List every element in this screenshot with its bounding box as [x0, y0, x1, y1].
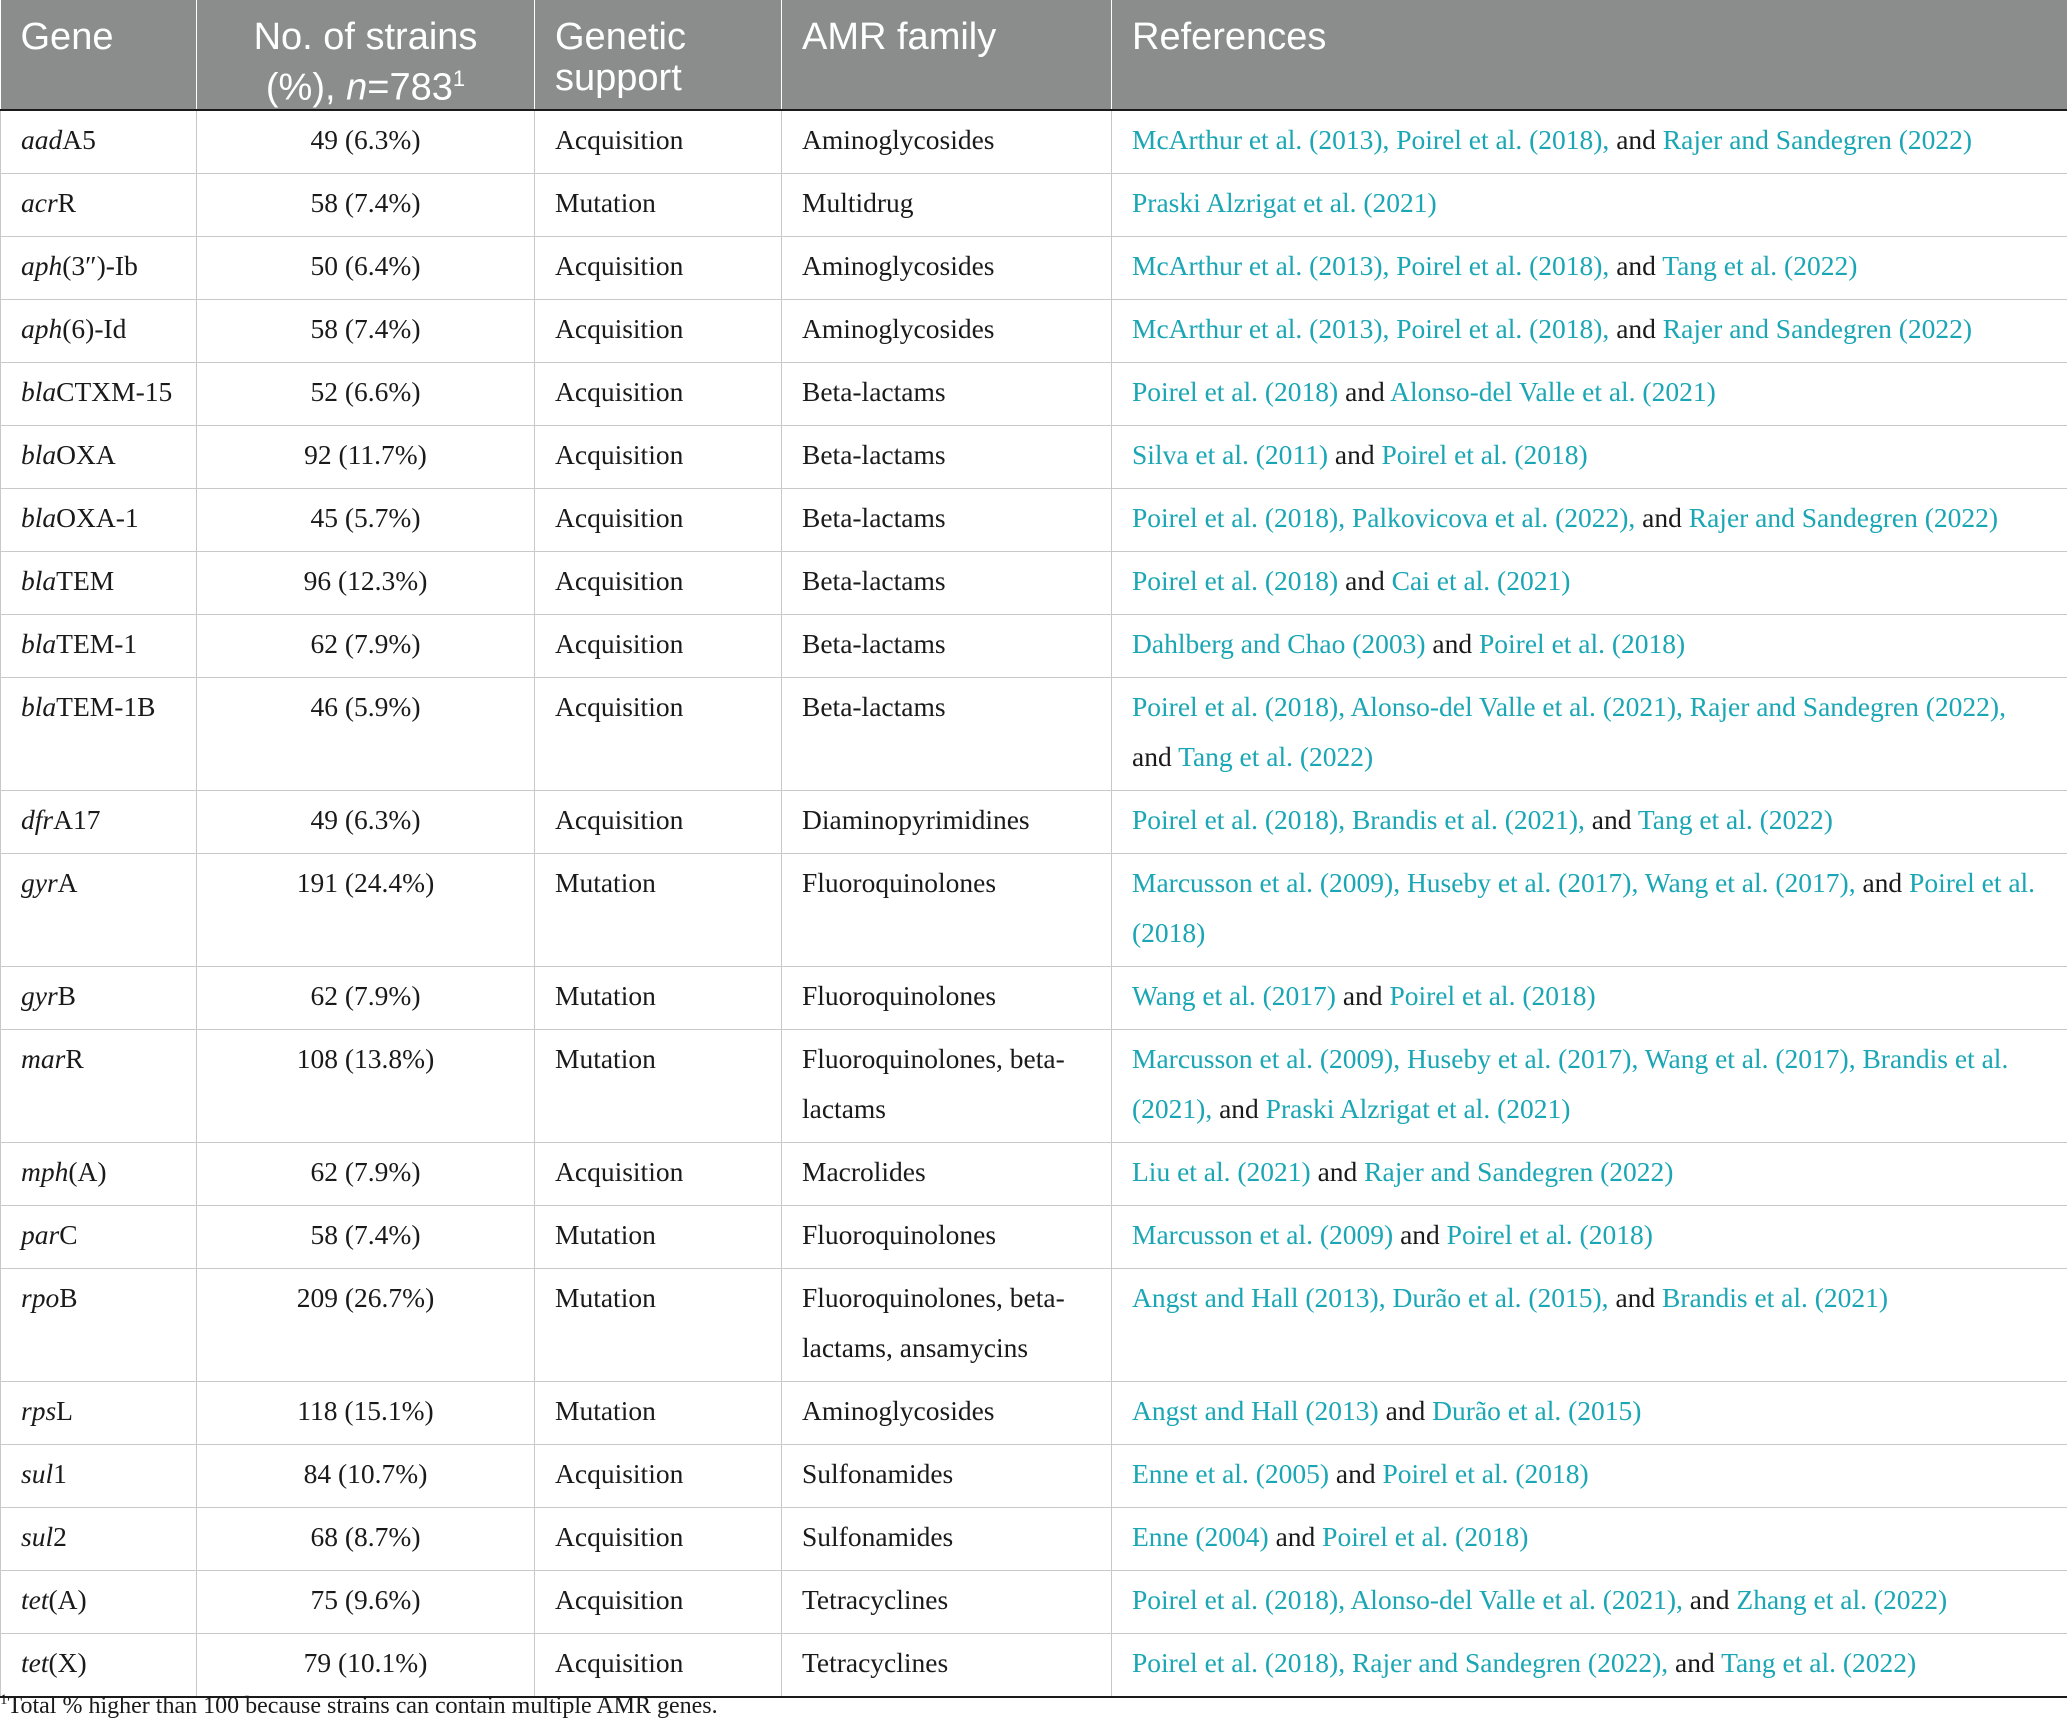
reference-link[interactable]: Alonso-del Valle et al. (2021), — [1350, 1583, 1683, 1615]
gene-name-italic: aph — [21, 249, 63, 281]
genetic-support-cell: Acquisition — [535, 362, 782, 425]
reference-link[interactable]: Durão et al. (2015), — [1392, 1281, 1609, 1313]
header-strains-n: n — [346, 66, 368, 109]
references-cell — [1112, 425, 2067, 488]
amr-family-cell: Macrolides — [782, 1142, 1112, 1205]
gene-name-suffix: C — [59, 1218, 78, 1250]
strain-count-cell: 62 (7.9%) — [197, 1142, 535, 1205]
reference-link[interactable]: , — [1382, 249, 1397, 281]
gene-name-italic: mar — [21, 1042, 66, 1074]
header-support-line2: support — [555, 57, 682, 99]
reference-link[interactable]: Poirel et al. (2018) — [1132, 690, 1339, 722]
gene-cell — [1, 362, 197, 425]
references-cell — [1112, 853, 2067, 966]
reference-connector: and — [1310, 1155, 1365, 1187]
reference-link[interactable]: , — [1338, 1583, 1351, 1615]
amr-family-cell: Beta-lactams — [782, 488, 1112, 551]
gene-name-italic: sul — [21, 1457, 54, 1489]
table-row — [1, 362, 2067, 425]
table-row — [1, 110, 2067, 174]
table-row — [1, 1029, 2067, 1142]
gene-name-italic: bla — [21, 564, 57, 596]
amr-family-cell: Tetracyclines — [782, 1633, 1112, 1697]
gene-name-italic: acr — [21, 186, 58, 218]
references-cell — [1112, 362, 2067, 425]
reference-link[interactable]: , — [1382, 123, 1397, 155]
header-strains-line2a: (%), — [265, 66, 347, 109]
references-cell — [1112, 1381, 2067, 1444]
gene-name-suffix: R — [65, 1042, 84, 1074]
amr-family-cell: Aminoglycosides — [782, 1381, 1112, 1444]
strain-count-cell: 45 (5.7%) — [197, 488, 535, 551]
reference-link[interactable]: Enne (2004) — [1132, 1520, 1269, 1552]
gene-name-suffix: A5 — [62, 123, 96, 155]
amr-family-cell: Aminoglycosides — [782, 110, 1112, 174]
strain-count-cell: 84 (10.7%) — [197, 1444, 535, 1507]
gene-name-suffix: TEM — [56, 564, 115, 596]
reference-link[interactable]: Dahlberg and Chao (2003) — [1132, 627, 1426, 659]
reference-connector: and — [1393, 1218, 1447, 1250]
reference-connector: and — [1329, 1457, 1383, 1489]
amr-family-cell: Sulfonamides — [782, 1444, 1112, 1507]
gene-cell — [1, 425, 197, 488]
reference-connector: and — [1335, 979, 1390, 1011]
gene-name-suffix: A — [57, 866, 78, 898]
reference-link[interactable]: , — [1378, 1281, 1393, 1313]
gene-name-suffix: A17 — [53, 803, 101, 835]
reference-connector: and — [1268, 1520, 1323, 1552]
reference-link[interactable]: Brandis et al. (2021), — [1351, 803, 1585, 835]
reference-link[interactable]: Poirel et al. (2018) — [1479, 627, 1686, 659]
gene-cell — [1, 1381, 197, 1444]
references-cell — [1112, 1029, 2067, 1142]
strain-count-cell: 58 (7.4%) — [197, 1205, 535, 1268]
gene-name-italic: aph — [21, 312, 63, 344]
strain-count-cell: 49 (6.3%) — [197, 790, 535, 853]
gene-cell — [1, 173, 197, 236]
reference-link[interactable]: Poirel et al. (2018), — [1396, 312, 1610, 344]
reference-connector: and — [1682, 1583, 1737, 1615]
gene-name-suffix: TEM-1B — [56, 690, 156, 722]
reference-connector: and — [1609, 312, 1663, 344]
reference-link[interactable]: Angst and Hall (2013) — [1132, 1281, 1379, 1313]
reference-link[interactable]: Silva et al. (2011) — [1132, 438, 1329, 470]
references-cell — [1112, 299, 2067, 362]
gene-cell — [1, 299, 197, 362]
reference-link[interactable]: Tang et al. (2022) — [1637, 803, 1833, 835]
reference-link[interactable]: Brandis et al. (2021), — [1132, 1042, 2009, 1124]
amr-family-cell: Fluoroquinolones, beta-lactams, ansamycins — [782, 1268, 1112, 1381]
table-row — [1, 614, 2067, 677]
reference-link[interactable]: Palkovicova et al. (2022), — [1351, 501, 1636, 533]
table-row — [1, 1570, 2067, 1633]
reference-link[interactable]: Brandis et al. (2021) — [1662, 1281, 1889, 1313]
strain-count-cell: 62 (7.9%) — [197, 614, 535, 677]
table-row — [1, 551, 2067, 614]
header-strains-footnote-mark: 1 — [452, 66, 466, 91]
header-amr-family: AMR family — [782, 0, 1112, 110]
table-row — [1, 1381, 2067, 1444]
references-cell — [1112, 110, 2067, 174]
references-cell — [1112, 1507, 2067, 1570]
gene-name-suffix: (A) — [68, 1155, 107, 1187]
reference-link[interactable]: Poirel et al. (2018) — [1132, 866, 2036, 948]
genetic-support-cell: Mutation — [535, 1205, 782, 1268]
header-support-line1: Genetic — [555, 16, 686, 58]
reference-link[interactable]: Liu et al. (2021) — [1132, 1155, 1311, 1187]
reference-link[interactable]: Rajer and Sandegren (2022), — [1689, 690, 2006, 722]
reference-link[interactable]: Poirel et al. (2018) — [1389, 979, 1596, 1011]
header-strains-line1: No. of strains — [253, 16, 478, 58]
gene-cell — [1, 677, 197, 790]
strain-count-cell: 209 (26.7%) — [197, 1268, 535, 1381]
gene-name-italic: gyr — [21, 979, 58, 1011]
genetic-support-cell: Acquisition — [535, 677, 782, 790]
strain-count-cell: 68 (8.7%) — [197, 1507, 535, 1570]
gene-cell — [1, 1205, 197, 1268]
reference-link[interactable]: Poirel et al. (2018) — [1132, 564, 1339, 596]
table-row — [1, 1268, 2067, 1381]
references-cell — [1112, 1444, 2067, 1507]
gene-cell — [1, 966, 197, 1029]
gene-cell — [1, 1507, 197, 1570]
reference-link[interactable]: Alonso-del Valle et al. (2021) — [1350, 690, 1677, 722]
reference-link[interactable]: Alonso-del Valle et al. (2021) — [1390, 375, 1716, 407]
strain-count-cell: 92 (11.7%) — [197, 425, 535, 488]
header-gene: Gene — [1, 0, 197, 110]
reference-link[interactable]: Angst and Hall (2013) — [1132, 1394, 1379, 1426]
reference-connector: and — [1609, 123, 1663, 155]
references-cell — [1112, 1633, 2067, 1697]
genetic-support-cell: Acquisition — [535, 790, 782, 853]
reference-link[interactable]: Wang et al. (2017) — [1644, 1042, 1849, 1074]
reference-link[interactable]: Poirel et al. (2018) — [1132, 501, 1339, 533]
references-cell — [1112, 1268, 2067, 1381]
gene-cell — [1, 614, 197, 677]
amr-family-cell: Aminoglycosides — [782, 236, 1112, 299]
genetic-support-cell: Mutation — [535, 966, 782, 1029]
reference-connector: and — [1425, 627, 1479, 659]
gene-name-italic: rpo — [21, 1281, 60, 1313]
reference-link[interactable]: Poirel et al. (2018) — [1322, 1520, 1529, 1552]
strain-count-cell: 118 (15.1%) — [197, 1381, 535, 1444]
reference-link[interactable]: , — [1338, 501, 1352, 533]
reference-link[interactable]: Poirel et al. (2018) — [1132, 803, 1339, 835]
references-cell — [1112, 1570, 2067, 1633]
gene-name-suffix: B — [59, 1281, 78, 1313]
amr-family-cell: Fluoroquinolones — [782, 853, 1112, 966]
gene-name-suffix: OXA — [56, 438, 116, 470]
gene-cell — [1, 1633, 197, 1697]
genetic-support-cell: Acquisition — [535, 110, 782, 174]
reference-link[interactable]: Cai et al. (2021) — [1391, 564, 1571, 596]
gene-name-italic: mph — [21, 1155, 69, 1187]
gene-name-italic: par — [21, 1218, 60, 1250]
gene-name-suffix: TEM-1 — [56, 627, 138, 659]
reference-link[interactable]: Tang et al. (2022) — [1178, 740, 1374, 772]
genetic-support-cell: Acquisition — [535, 1507, 782, 1570]
table-row — [1, 966, 2067, 1029]
gene-name-italic: bla — [21, 627, 57, 659]
reference-link[interactable]: , — [1848, 1042, 1863, 1074]
amr-family-cell: Beta-lactams — [782, 551, 1112, 614]
reference-connector: and — [1608, 1281, 1663, 1313]
genetic-support-cell: Acquisition — [535, 1142, 782, 1205]
gene-name-italic: bla — [21, 690, 57, 722]
gene-name-italic: sul — [21, 1520, 54, 1552]
gene-name-suffix: (A) — [48, 1583, 87, 1615]
genetic-support-cell: Mutation — [535, 1381, 782, 1444]
gene-name-suffix: L — [56, 1394, 73, 1426]
reference-connector: and — [1855, 866, 1910, 898]
table-row — [1, 853, 2067, 966]
footnote-mark: 1 — [0, 1692, 8, 1708]
gene-name-suffix: B — [57, 979, 77, 1011]
reference-link[interactable]: Huseby et al. (2017) — [1406, 1042, 1632, 1074]
references-cell — [1112, 173, 2067, 236]
gene-cell — [1, 853, 197, 966]
gene-name-italic: rps — [21, 1394, 57, 1426]
strain-count-cell: 50 (6.4%) — [197, 236, 535, 299]
table-row — [1, 1507, 2067, 1570]
strain-count-cell: 46 (5.9%) — [197, 677, 535, 790]
reference-link[interactable]: McArthur et al. (2013) — [1132, 249, 1383, 281]
gene-cell — [1, 110, 197, 174]
reference-connector: and — [1212, 1092, 1266, 1124]
reference-connector: and — [1584, 803, 1638, 835]
genetic-support-cell: Mutation — [535, 853, 782, 966]
reference-link[interactable]: , — [1631, 1042, 1645, 1074]
reference-link[interactable]: Wang et al. (2017), — [1644, 866, 1856, 898]
gene-cell — [1, 236, 197, 299]
references-cell — [1112, 790, 2067, 853]
amr-family-cell: Aminoglycosides — [782, 299, 1112, 362]
reference-link[interactable]: Tang et al. (2022) — [1721, 1646, 1917, 1678]
header-strains — [197, 0, 535, 110]
reference-link[interactable]: McArthur et al. (2013) — [1132, 312, 1383, 344]
genetic-support-cell: Acquisition — [535, 551, 782, 614]
genetic-support-cell: Mutation — [535, 1029, 782, 1142]
amr-family-cell: Tetracyclines — [782, 1570, 1112, 1633]
reference-connector: and — [1338, 564, 1392, 596]
gene-name-suffix: R — [57, 186, 77, 218]
reference-link[interactable]: Rajer and Sandegren (2022) — [1364, 1155, 1674, 1187]
amr-family-cell: Diaminopyrimidines — [782, 790, 1112, 853]
references-cell — [1112, 488, 2067, 551]
gene-cell — [1, 1570, 197, 1633]
reference-link[interactable]: , — [1382, 312, 1397, 344]
reference-link[interactable]: Poirel et al. (2018), — [1396, 249, 1610, 281]
reference-link[interactable]: , — [1393, 1042, 1407, 1074]
reference-link[interactable]: , — [1338, 690, 1351, 722]
gene-name-suffix: (X) — [48, 1646, 87, 1678]
reference-connector: and — [1609, 249, 1663, 281]
reference-link[interactable]: Poirel et al. (2018) — [1132, 1646, 1339, 1678]
reference-link[interactable]: Poirel et al. (2018) — [1446, 1218, 1653, 1250]
reference-link[interactable]: , — [1338, 803, 1352, 835]
gene-name-italic: tet — [21, 1646, 49, 1678]
strain-count-cell: 79 (10.1%) — [197, 1633, 535, 1697]
reference-connector: and — [1328, 438, 1382, 470]
amr-family-cell: Beta-lactams — [782, 425, 1112, 488]
reference-link[interactable]: Rajer and Sandegren (2022), — [1351, 1646, 1669, 1678]
reference-link[interactable]: Poirel et al. (2018) — [1382, 1457, 1589, 1489]
table-row — [1, 173, 2067, 236]
gene-cell — [1, 1444, 197, 1507]
strain-count-cell: 58 (7.4%) — [197, 299, 535, 362]
reference-link[interactable]: Durão et al. (2015) — [1432, 1394, 1642, 1426]
table-row — [1, 299, 2067, 362]
amr-family-cell: Fluoroquinolones, beta-lactams — [782, 1029, 1112, 1142]
gene-name-italic: dfr — [21, 803, 54, 835]
header-row — [1, 0, 2067, 110]
table-row — [1, 790, 2067, 853]
reference-link[interactable]: Marcusson et al. (2009) — [1132, 866, 1394, 898]
reference-link[interactable]: Rajer and Sandegren (2022) — [1662, 123, 1973, 155]
reference-connector: and — [1635, 501, 1689, 533]
genetic-support-cell: Acquisition — [535, 1570, 782, 1633]
header-references: References — [1112, 0, 2067, 110]
gene-name-suffix: 2 — [53, 1520, 67, 1552]
gene-cell — [1, 551, 197, 614]
table-row — [1, 1142, 2067, 1205]
gene-cell — [1, 1268, 197, 1381]
references-cell — [1112, 1142, 2067, 1205]
gene-name-italic: bla — [21, 501, 57, 533]
strain-count-cell: 75 (9.6%) — [197, 1570, 535, 1633]
gene-name-suffix: CTXM-15 — [56, 375, 173, 407]
header-strains-line2b: =783 — [367, 66, 453, 109]
reference-connector: and — [1668, 1646, 1722, 1678]
gene-name-italic: bla — [21, 375, 57, 407]
reference-link[interactable]: Praski Alzrigat et al. (2021) — [1132, 186, 1437, 218]
reference-link[interactable]: Poirel et al. (2018) — [1132, 1583, 1339, 1615]
references-cell — [1112, 966, 2067, 1029]
reference-link[interactable]: Praski Alzrigat et al. (2021) — [1265, 1092, 1571, 1124]
genetic-support-cell: Mutation — [535, 1268, 782, 1381]
table-row — [1, 677, 2067, 790]
reference-connector: and — [1338, 375, 1391, 407]
genetic-support-cell: Acquisition — [535, 1444, 782, 1507]
gene-cell — [1, 790, 197, 853]
references-cell — [1112, 614, 2067, 677]
amr-family-cell: Sulfonamides — [782, 1507, 1112, 1570]
reference-connector: and — [1132, 740, 1179, 772]
genetic-support-cell: Acquisition — [535, 236, 782, 299]
strain-count-cell: 62 (7.9%) — [197, 966, 535, 1029]
reference-link[interactable]: , — [1393, 866, 1407, 898]
reference-link[interactable]: McArthur et al. (2013) — [1132, 123, 1383, 155]
gene-cell — [1, 488, 197, 551]
reference-link[interactable]: Tang et al. (2022) — [1662, 249, 1858, 281]
amr-family-cell: Fluoroquinolones — [782, 1205, 1112, 1268]
genetic-support-cell: Mutation — [535, 173, 782, 236]
references-cell — [1112, 551, 2067, 614]
strain-count-cell: 52 (6.6%) — [197, 362, 535, 425]
reference-link[interactable]: Zhang et al. (2022) — [1736, 1583, 1948, 1615]
genetic-support-cell: Acquisition — [535, 614, 782, 677]
table-body — [1, 110, 2067, 1697]
reference-link[interactable]: Rajer and Sandegren (2022) — [1688, 501, 1999, 533]
strain-count-cell: 58 (7.4%) — [197, 173, 535, 236]
gene-name-italic: gyr — [21, 866, 58, 898]
amr-family-cell: Beta-lactams — [782, 614, 1112, 677]
gene-name-suffix: 1 — [53, 1457, 67, 1489]
amr-family-cell: Beta-lactams — [782, 362, 1112, 425]
genetic-support-cell: Acquisition — [535, 425, 782, 488]
amr-family-cell: Fluoroquinolones — [782, 966, 1112, 1029]
genetic-support-cell: Acquisition — [535, 299, 782, 362]
reference-link[interactable]: Poirel et al. (2018) — [1381, 438, 1588, 470]
table-row — [1, 425, 2067, 488]
table-row — [1, 1444, 2067, 1507]
table-header — [1, 0, 2067, 110]
strain-count-cell: 108 (13.8%) — [197, 1029, 535, 1142]
reference-link[interactable]: , — [1338, 1646, 1352, 1678]
table-row — [1, 236, 2067, 299]
gene-name-suffix: (6)-Id — [62, 312, 127, 344]
table-row — [1, 1633, 2067, 1697]
reference-link[interactable]: Poirel et al. (2018) — [1132, 375, 1339, 407]
gene-name-suffix: (3″)-Ib — [62, 249, 138, 281]
gene-name-italic: tet — [21, 1583, 49, 1615]
genetic-support-cell: Acquisition — [535, 1633, 782, 1697]
reference-link[interactable]: Marcusson et al. (2009) — [1132, 1218, 1394, 1250]
footnote-text: Total % higher than 100 because strains can contain multiple AMR genes. — [7, 1693, 718, 1719]
gene-cell — [1, 1142, 197, 1205]
gene-name-italic: bla — [21, 438, 57, 470]
reference-link[interactable]: Enne et al. (2005) — [1132, 1457, 1330, 1489]
table-footnote — [0, 1692, 718, 1720]
references-cell — [1112, 236, 2067, 299]
reference-link[interactable]: Huseby et al. (2017) — [1406, 866, 1632, 898]
gene-name-suffix: OXA-1 — [56, 501, 139, 533]
strain-count-cell: 96 (12.3%) — [197, 551, 535, 614]
strain-count-cell: 49 (6.3%) — [197, 110, 535, 174]
amr-family-cell: Multidrug — [782, 173, 1112, 236]
reference-link[interactable]: Wang et al. (2017) — [1132, 979, 1336, 1011]
reference-link[interactable]: , — [1676, 690, 1690, 722]
reference-link[interactable]: Rajer and Sandegren (2022) — [1662, 312, 1973, 344]
header-genetic-support — [535, 0, 782, 110]
strain-count-cell: 191 (24.4%) — [197, 853, 535, 966]
table-row — [1, 488, 2067, 551]
table-row — [1, 1205, 2067, 1268]
gene-cell — [1, 1029, 197, 1142]
reference-link[interactable]: Poirel et al. (2018), — [1396, 123, 1610, 155]
reference-link[interactable]: Marcusson et al. (2009) — [1132, 1042, 1394, 1074]
references-cell — [1112, 1205, 2067, 1268]
reference-connector: and — [1378, 1394, 1433, 1426]
amr-family-cell: Beta-lactams — [782, 677, 1112, 790]
references-cell — [1112, 677, 2067, 790]
genetic-support-cell: Acquisition — [535, 488, 782, 551]
reference-link[interactable]: , — [1631, 866, 1645, 898]
gene-name-italic: aad — [21, 123, 63, 155]
